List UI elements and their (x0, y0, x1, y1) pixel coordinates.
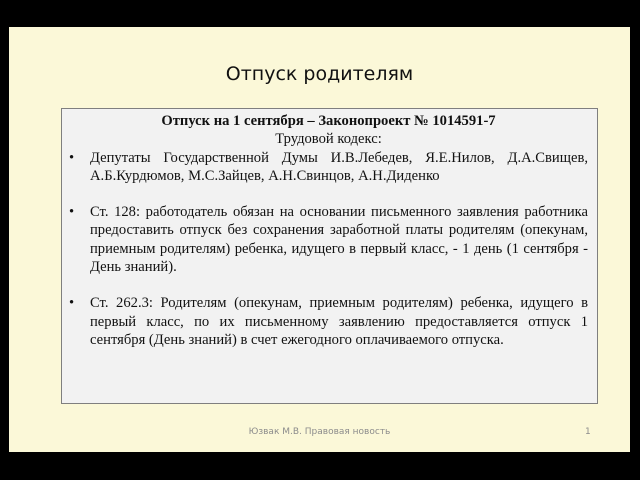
slide-footer: Юзвак М.В. Правовая новость (248, 427, 391, 437)
bullet-text: Ст. 262.3: Родителям (опекунам, приемным родителям) ребенка, идущего в первый класс, по их письменному заявлению предоставляется отпуск 1 сентября (День знаний) в счет ежегодного оплачиваемого отпуска. (90, 295, 588, 348)
bullet-marker: • (69, 149, 75, 166)
box-subheading: Трудовой кодекс: (275, 131, 382, 148)
bullet-marker: • (69, 204, 75, 221)
bullet-item-article-262-3 (69, 294, 588, 349)
box-heading: Отпуск на 1 сентября – Законопроект № 1014591-7 (161, 113, 496, 129)
spacer (69, 276, 588, 294)
page-number: 1 (585, 427, 591, 437)
bullet-text: Ст. 128: работодатель обязан на основании письменного заявления работника предоставить отпуск без сохранения заработной платы родителям (опекунам, приемным родителям) ребенка, идущего в первый класс, - 1 день (1 сентября - День знаний). (90, 204, 588, 276)
bullet-marker: • (69, 295, 75, 312)
content-box (61, 108, 598, 404)
spacer (69, 185, 588, 203)
bullet-item-article-128 (69, 203, 588, 276)
bullet-item-deputies (69, 149, 588, 186)
slide (9, 27, 630, 452)
bullet-text: Депутаты Государственной Думы И.В.Лебедев, Я.Е.Нилов, Д.А.Свищев, А.Б.Курдюмов, М.С.Зайцев, А.Н.Свинцов, А.Н.Диденко (90, 149, 588, 184)
slide-title: Отпуск родителям (225, 63, 414, 85)
